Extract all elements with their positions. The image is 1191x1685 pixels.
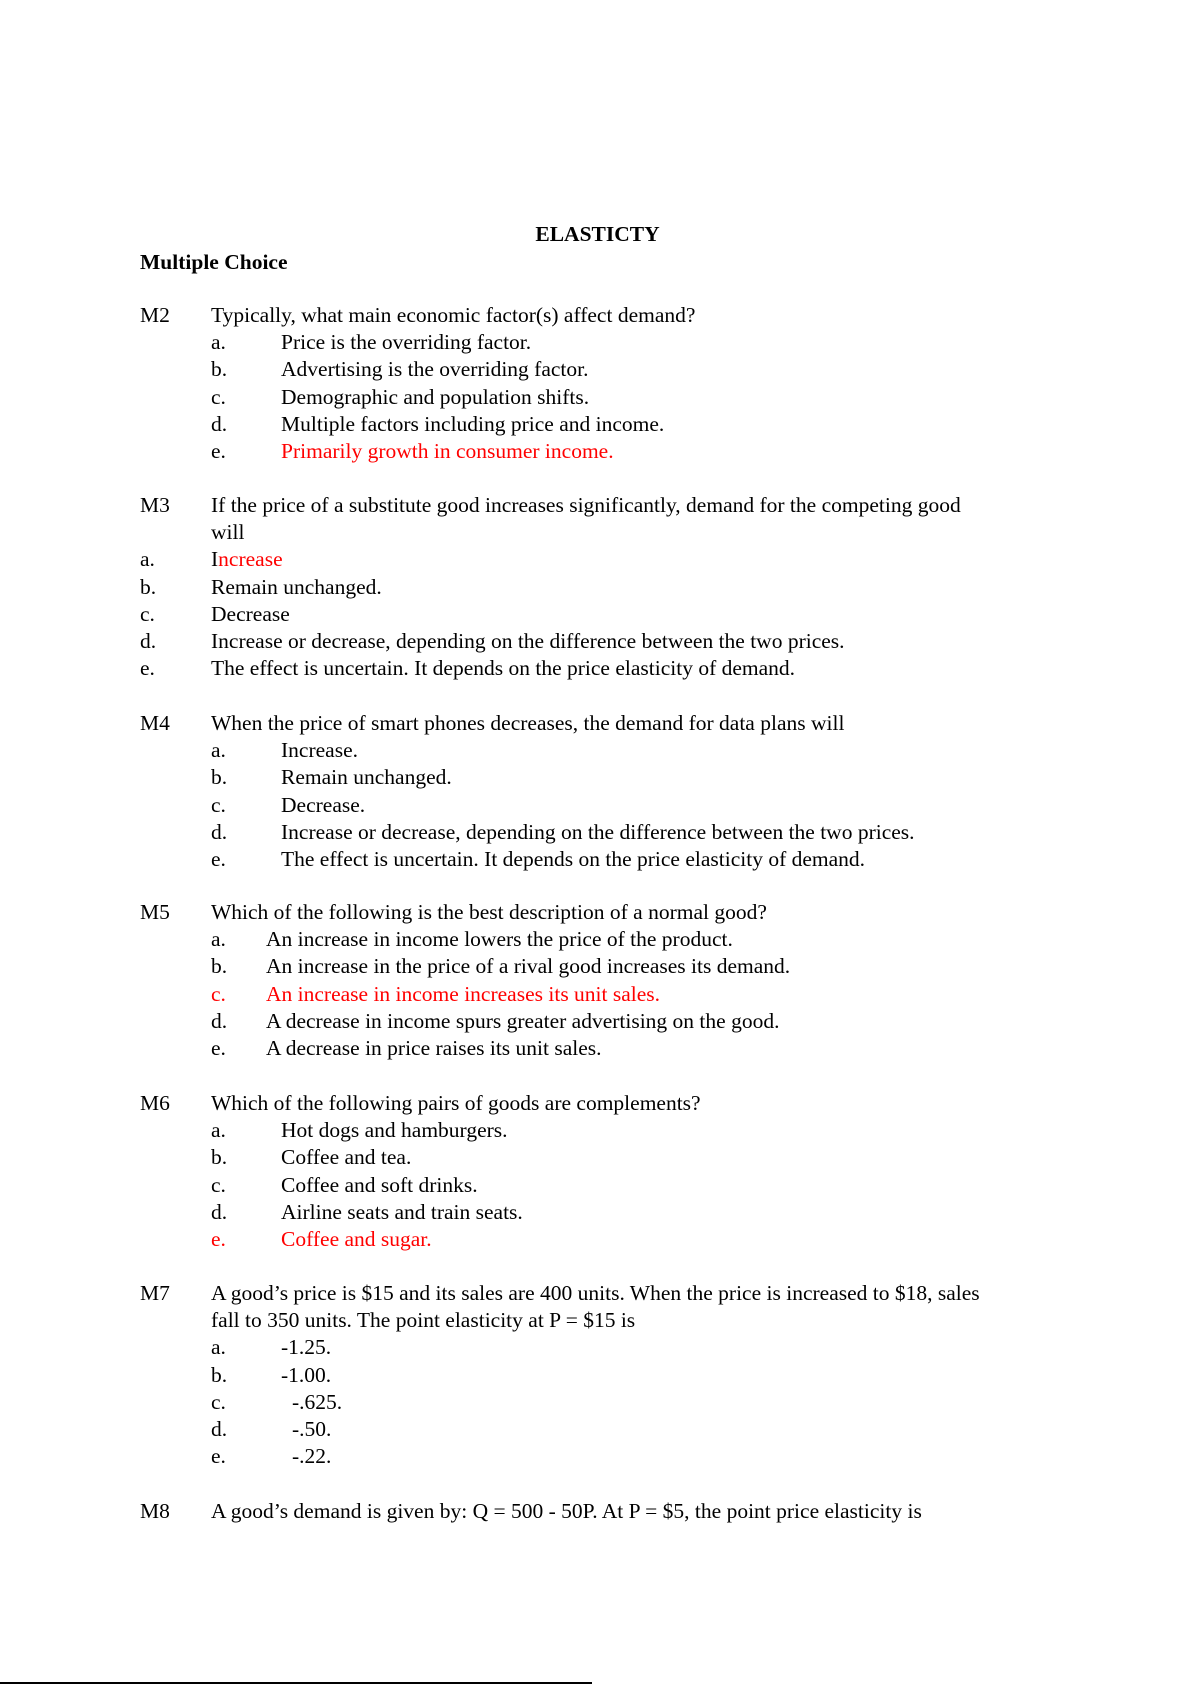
- option-text: -.50.: [292, 1416, 332, 1441]
- option-text: -1.25.: [281, 1335, 332, 1360]
- option-text-highlighted: Coffee and sugar.: [281, 1226, 432, 1251]
- option-letter: d.: [211, 411, 228, 436]
- option-text: Increase or decrease, depending on the difference between the two prices.: [211, 628, 845, 653]
- option-text: Advertising is the overriding factor.: [281, 357, 589, 382]
- question-text: A good’s price is $15 and its sales are 400 units. When the price is increased to $18, sales: [211, 1281, 980, 1305]
- page-title: ELASTICTY: [535, 222, 660, 246]
- footnote-divider: [0, 1682, 592, 1684]
- option-text-highlighted: An increase in income increases its unit sales.: [266, 981, 661, 1006]
- option-letter: c.: [211, 1389, 226, 1414]
- question-number: M4: [140, 711, 170, 735]
- option-text: Decrease.: [281, 792, 366, 817]
- option-text: Hot dogs and hamburgers.: [281, 1118, 508, 1143]
- question-text: A good’s demand is given by: Q = 500 - 50P. At P = $5, the point price elasticity is: [211, 1499, 922, 1523]
- option-letter: b.: [211, 1362, 228, 1387]
- option-letter: e.: [140, 656, 155, 681]
- question-text-cont: fall to 350 units. The point elasticity at P = $15 is: [211, 1308, 636, 1333]
- option-text: Multiple factors including price and income.: [281, 411, 665, 436]
- option-letter: d.: [140, 628, 157, 653]
- option-letter: c.: [211, 384, 226, 409]
- option-letter: a.: [211, 738, 226, 763]
- option-text: Coffee and soft drinks.: [281, 1172, 478, 1197]
- option-text-highlighted: Primarily growth in consumer income.: [281, 438, 614, 463]
- option-text: Increase or decrease, depending on the difference between the two prices.: [281, 819, 915, 844]
- option-letter: b.: [211, 1145, 228, 1170]
- option-letter: d.: [211, 1199, 228, 1224]
- option-text: Price is the overriding factor.: [281, 330, 532, 355]
- question-text: If the price of a substitute good increases significantly, demand for the competing good: [211, 493, 961, 517]
- option-letter: b.: [140, 574, 157, 599]
- option-letter: a.: [211, 1118, 226, 1143]
- question-text: Typically, what main economic factor(s) affect demand?: [211, 303, 696, 327]
- option-letter: e.: [211, 1226, 226, 1251]
- option-text: The effect is uncertain. It depends on the price elasticity of demand.: [211, 656, 796, 681]
- option-letter: a.: [211, 1335, 226, 1360]
- option-letter: a.: [211, 330, 226, 355]
- option-letter: d.: [211, 1416, 228, 1441]
- section-heading: Multiple Choice: [140, 250, 288, 274]
- option-letter: e.: [211, 1035, 226, 1060]
- option-letter: b.: [211, 765, 228, 790]
- option-text: A decrease in income spurs greater advertising on the good.: [266, 1008, 780, 1033]
- question-number: M6: [140, 1091, 170, 1115]
- option-text: An increase in income lowers the price of the product.: [266, 927, 733, 952]
- option-letter: a.: [211, 927, 226, 952]
- option-letter: c.: [211, 792, 226, 817]
- option-text: -1.00.: [281, 1362, 332, 1387]
- question-text-cont: will: [211, 520, 245, 545]
- option-letter: e.: [211, 1444, 226, 1469]
- option-letter: b.: [211, 954, 228, 979]
- option-text: Decrease: [211, 601, 290, 626]
- option-text: An increase in the price of a rival good increases its demand.: [266, 954, 791, 979]
- question-number: M3: [140, 493, 170, 517]
- question-text: When the price of smart phones decreases, the demand for data plans will: [211, 711, 845, 735]
- option-text: Airline seats and train seats.: [281, 1199, 523, 1224]
- option-letter: e.: [211, 846, 226, 871]
- question-text: Which of the following is the best description of a normal good?: [211, 900, 767, 924]
- option-text: Increase.: [281, 738, 358, 763]
- option-letter: c.: [140, 601, 155, 626]
- option-letter: a.: [140, 547, 155, 572]
- option-letter: d.: [211, 1008, 228, 1033]
- option-text: The effect is uncertain. It depends on the price elasticity of demand.: [281, 846, 866, 871]
- question-number: M2: [140, 303, 170, 327]
- option-text: Remain unchanged.: [211, 574, 382, 599]
- question-number: M8: [140, 1499, 170, 1523]
- option-letter: d.: [211, 819, 228, 844]
- option-text-rest: ncrease: [218, 547, 283, 572]
- option-text: -.22.: [292, 1444, 332, 1469]
- option-letter: b.: [211, 357, 228, 382]
- option-text-first: I: [211, 547, 219, 572]
- question-number: M7: [140, 1281, 170, 1305]
- question-number: M5: [140, 900, 170, 924]
- option-text: -.625.: [292, 1389, 343, 1414]
- option-text: A decrease in price raises its unit sales.: [266, 1035, 602, 1060]
- option-text: Coffee and tea.: [281, 1145, 412, 1170]
- option-text-highlighted: [211, 546, 283, 573]
- option-letter: e.: [211, 438, 226, 463]
- option-text: Remain unchanged.: [281, 765, 452, 790]
- option-letter: c.: [211, 981, 226, 1006]
- option-text: Demographic and population shifts.: [281, 384, 590, 409]
- question-text: Which of the following pairs of goods are complements?: [211, 1091, 701, 1115]
- option-letter: c.: [211, 1172, 226, 1197]
